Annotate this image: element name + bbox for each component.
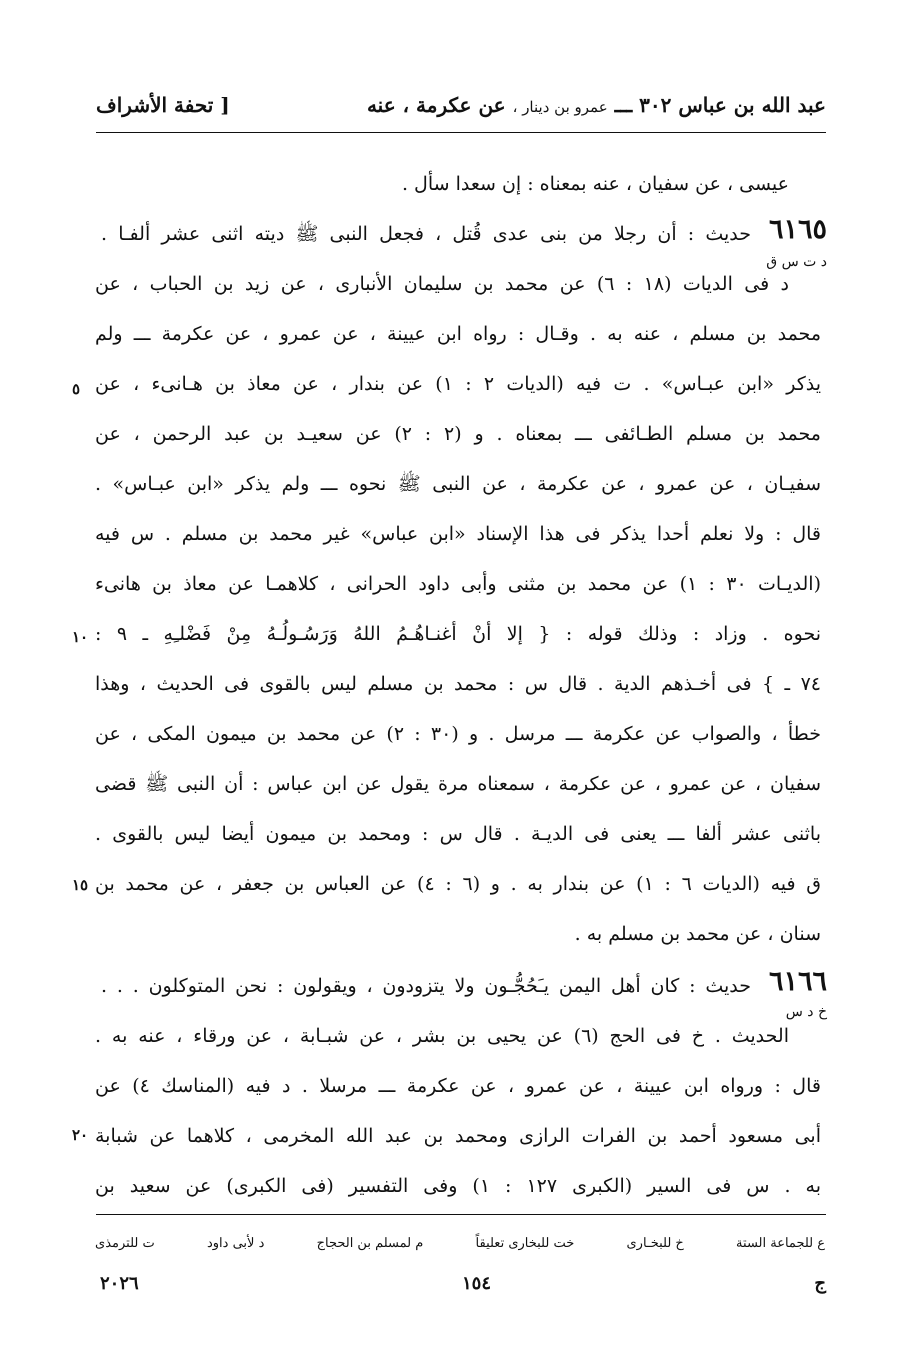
abbreviation-key xyxy=(95,1228,825,1258)
entry-number: ٦١٦٦ xyxy=(768,966,827,997)
margin-line-number: ١٥ xyxy=(72,876,89,894)
text-line: خطأ ، والصواب عن عكرمة ـــ مرسل . و (٣٠ : ٢) عن محمد بن ميمون المكى ، عن xyxy=(95,723,821,745)
text-line: محمد بن مسلم ، عنه به . وقـال : رواه ابن عيينة ، عن عمرو ، عن عكرمة ـــ ولم xyxy=(95,323,821,345)
abbreviation-item: خ للبخـارى xyxy=(626,1235,684,1251)
text-line: قال : ورواه ابن عيينة ، عن عمرو ، عن عكرمة ـــ مرسلا . د فيه (المناسك ٤) عن xyxy=(95,1075,821,1097)
header-book-name: [ تحفة الأشراف xyxy=(96,93,230,117)
header-title xyxy=(367,93,826,117)
header-title-main: عبد الله بن عباس ٣٠٢ ـــ xyxy=(614,93,826,117)
margin-line-number: ١٠ xyxy=(72,628,89,646)
abbreviation-item: ت للترمذى xyxy=(95,1235,155,1251)
text-line: (الديـات ٣٠ : ١) عن محمد بن مثنى وأبى داود الحرانى ، كلاهمـا عن معاذ بن هانىء xyxy=(95,573,821,595)
text-line: ٧٤ ـ } فى أخـذهم الدية . قال س : محمد بن مسلم ليس بالقوى فى الحديث ، وهذا xyxy=(95,673,821,695)
abbreviation-item: خت للبخارى تعليقاً xyxy=(475,1235,575,1251)
page-number: ١٥٤ xyxy=(462,1272,492,1294)
page-footer xyxy=(100,1268,826,1298)
sequence-number: ٢٠٢٦ xyxy=(100,1272,139,1294)
text-line: محمد بن مسلم الطـائفى ـــ بمعناه . و (٢ : ٢) عن سعيـد بن عبد الرحمن ، عن xyxy=(95,423,821,445)
header-rule xyxy=(96,132,826,133)
text-line: حديث : كان أهل اليمن يـَحُجُّـون ولا يتزودون ، ويقولون : نحن المتوكلون . . . xyxy=(101,975,751,997)
entry-codes: خ د س xyxy=(785,1004,827,1020)
text-line: الحديث . خ فى الحج (٦) عن يحيى بن بشر ، عن شبـابة ، عن ورقاء ، عنه به . xyxy=(95,1025,789,1047)
header-title-small: عمرو بن دينار ، xyxy=(512,98,608,116)
margin-line-number: ٢٠ xyxy=(72,1126,89,1144)
text-line: نحوه . وزاد : وذلك قوله : { إلا أنْ أغنـاهُـمُ اللهُ وَرَسُـولُـهُ مِنْ فَضْلـِهِ ـ ٩ : xyxy=(95,623,821,645)
text-line: باثنى عشر ألفا ـــ يعنى فى الديـة . قال س : ومحمد بن ميمون أيضا ليس بالقوى . xyxy=(95,823,821,845)
running-header xyxy=(96,80,826,130)
entry-number: ٦١٦٥ xyxy=(768,214,827,245)
text-line: عيسى ، عن سفيان ، عنه بمعناه : إن سعدا سأل . xyxy=(401,173,789,195)
volume-mark: ج xyxy=(814,1272,826,1294)
text-line: حديث : أن رجلا من بنى عدى قُتل ، فجعل النبى ﷺ ديته اثنى عشر ألفـا . xyxy=(101,223,751,245)
text-line: به . س فى السير (الكبرى ١٢٧ : ١) وفى التفسير (فى الكبرى) عن سعيد بن xyxy=(95,1175,821,1197)
text-line: سنان ، عن محمد بن مسلم به . xyxy=(574,923,821,945)
entry-codes: د ت س ق xyxy=(766,254,827,270)
text-line: قال : ولا نعلم أحدا يذكر فى هذا الإسناد «ابن عباس» غير محمد بن مسلم . س فيه xyxy=(95,523,821,545)
text-line: يذكر «ابن عبـاس» . ت فيه (الديات ٢ : ١) عن بندار ، عن معاذ بن هـانىء ، عن xyxy=(95,373,821,395)
footer-rule xyxy=(96,1214,826,1215)
abbreviation-item: ع للجماعة الستة xyxy=(736,1235,825,1251)
abbreviation-item: د لأبى داود xyxy=(206,1235,265,1251)
margin-line-number: ٥ xyxy=(72,380,81,398)
header-title-end: عن عكرمة ، عنه xyxy=(366,93,506,117)
text-line: أبى مسعود أحمد بن الفرات الرازى ومحمد بن عبد الله المخرمى ، كلاهما عن شبابة xyxy=(95,1125,821,1147)
abbreviation-item: م لمسلم بن الحجاج xyxy=(316,1235,424,1251)
text-line: ق فيه (الديات ٦ : ١) عن بندار به . و (٦ : ٤) عن العباس بن جعفر ، عن محمد بن xyxy=(95,873,821,895)
text-line: د فى الديات (١٨ : ٦) عن محمد بن سليمان الأنبارى ، عن زيد بن الحباب ، عن xyxy=(95,273,789,295)
text-line: سفيـان ، عن عمرو ، عن عكرمة ، عن النبى ﷺ نحوه ـــ ولم يذكر «ابن عبـاس» . xyxy=(95,473,821,495)
text-line: سفيان ، عن عمرو ، عن عكرمة ، سمعناه مرة يقول عن ابن عباس : أن النبى ﷺ قضى xyxy=(95,773,821,795)
